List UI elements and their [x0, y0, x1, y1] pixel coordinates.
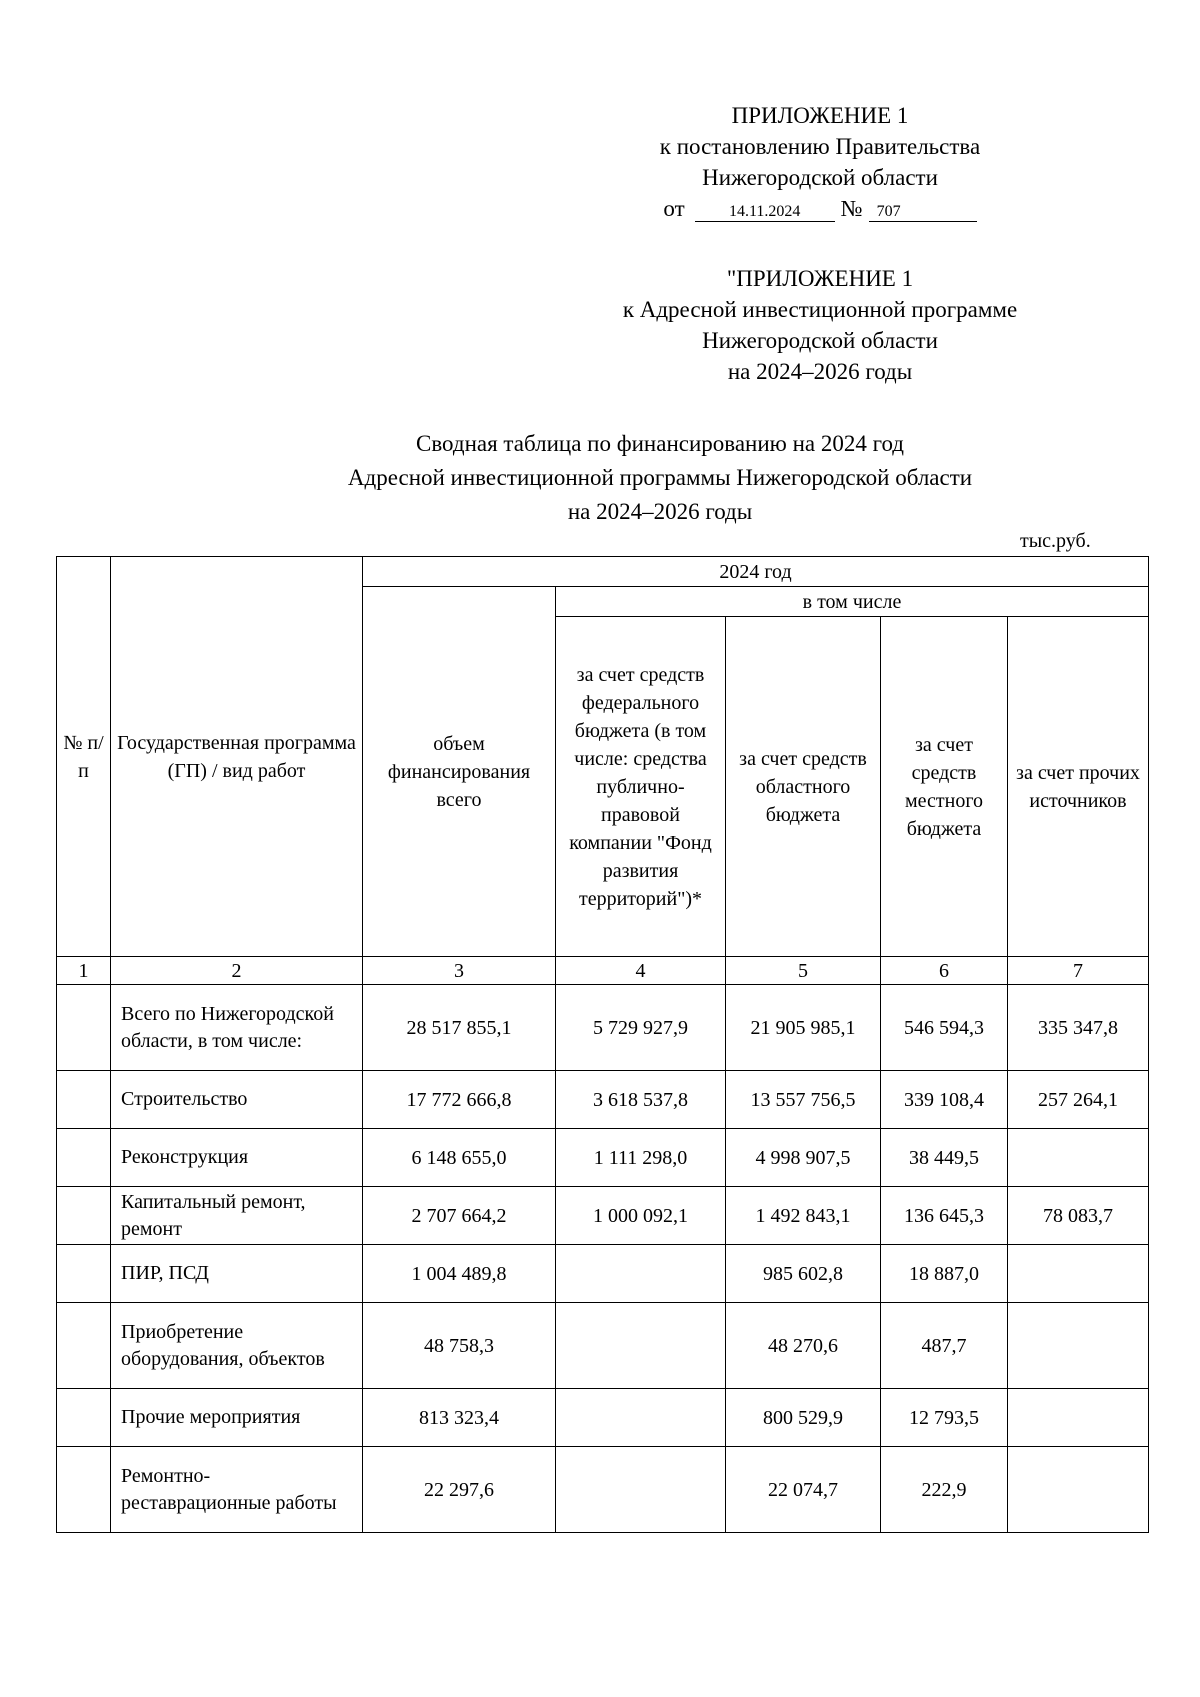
cell-regional: 4 998 907,5: [726, 1129, 881, 1187]
table-row: [57, 1187, 1149, 1245]
cell-federal: 1 000 092,1: [556, 1187, 726, 1245]
cell-name: Реконструкция: [111, 1129, 363, 1187]
cell-regional: 800 529,9: [726, 1389, 881, 1447]
column-number: 7: [1008, 957, 1149, 985]
cell-other: [1008, 1447, 1149, 1533]
cell-other: 335 347,8: [1008, 985, 1149, 1071]
table-row: [57, 1303, 1149, 1389]
financing-table: [56, 556, 1149, 1533]
table-row: [57, 1129, 1149, 1187]
table-title-line2: Адресной инвестиционной программы Нижегородской области: [347, 465, 973, 490]
table-row: [57, 1447, 1149, 1533]
column-number: 5: [726, 957, 881, 985]
header-program: Государственная программа (ГП) / вид работ: [111, 557, 363, 957]
number-sign: №: [840, 196, 863, 221]
cell-name: ПИР, ПСД: [111, 1245, 363, 1303]
cell-total: 813 323,4: [363, 1389, 556, 1447]
cell-no: [57, 1245, 111, 1303]
header-num: № п/п: [57, 557, 111, 957]
header-regional: за счет средств областного бюджета: [726, 617, 881, 957]
appendix-subtitle: к постановлению Правительства: [659, 134, 981, 159]
cell-total: 48 758,3: [363, 1303, 556, 1389]
program-appendix-line4: на 2024–2026 годы: [727, 359, 913, 384]
cell-name: Прочие мероприятия: [111, 1389, 363, 1447]
program-appendix-line3: Нижегородской области: [702, 328, 938, 353]
cell-no: [57, 1447, 111, 1533]
cell-no: [57, 1187, 111, 1245]
cell-other: [1008, 1245, 1149, 1303]
column-number: 2: [111, 957, 363, 985]
cell-federal: 1 111 298,0: [556, 1129, 726, 1187]
cell-name: Капитальный ремонт, ремонт: [111, 1187, 363, 1245]
from-label: от: [663, 196, 685, 221]
cell-regional: 48 270,6: [726, 1303, 881, 1389]
cell-local: 38 449,5: [881, 1129, 1008, 1187]
header-including: в том числе: [556, 587, 1149, 617]
header-other: за счет прочих источников: [1008, 617, 1149, 957]
cell-local: 12 793,5: [881, 1389, 1008, 1447]
cell-local: 487,7: [881, 1303, 1008, 1389]
cell-total: 28 517 855,1: [363, 985, 556, 1071]
appendix-title: ПРИЛОЖЕНИЕ 1: [731, 103, 909, 128]
cell-federal: [556, 1447, 726, 1533]
table-row: [57, 1245, 1149, 1303]
cell-other: [1008, 1389, 1149, 1447]
header-local: за счет средств местного бюджета: [881, 617, 1008, 957]
cell-regional: 22 074,7: [726, 1447, 881, 1533]
appendix-region: Нижегородской области: [702, 165, 938, 190]
cell-local: 339 108,4: [881, 1071, 1008, 1129]
table-row: [57, 1071, 1149, 1129]
header-federal: за счет средств федерального бюджета (в том числе: средства публично-правовой компании "Фонд развития территорий")*: [556, 617, 726, 957]
cell-no: [57, 1389, 111, 1447]
cell-regional: 985 602,8: [726, 1245, 881, 1303]
column-number: 3: [363, 957, 556, 985]
cell-name: Приобретение оборудования, объектов: [111, 1303, 363, 1389]
column-number-row: [57, 957, 1149, 985]
cell-regional: 13 557 756,5: [726, 1071, 881, 1129]
cell-no: [57, 1303, 111, 1389]
header-year: 2024 год: [363, 557, 1149, 587]
table-title: [0, 427, 1200, 529]
cell-no: [57, 985, 111, 1071]
cell-federal: 5 729 927,9: [556, 985, 726, 1071]
table-row: [57, 985, 1149, 1071]
cell-local: 136 645,3: [881, 1187, 1008, 1245]
column-number: 1: [57, 957, 111, 985]
cell-name: Строительство: [111, 1071, 363, 1129]
cell-federal: 3 618 537,8: [556, 1071, 726, 1129]
cell-other: 257 264,1: [1008, 1071, 1149, 1129]
cell-other: 78 083,7: [1008, 1187, 1149, 1245]
resolution-date-line: [540, 193, 1100, 224]
cell-name: Ремонтно-реставрационные работы: [111, 1447, 363, 1533]
table-row: [57, 1389, 1149, 1447]
cell-total: 22 297,6: [363, 1447, 556, 1533]
table-title-line1: Сводная таблица по финансированию на 2024 год: [416, 431, 904, 456]
column-number: 6: [881, 957, 1008, 985]
cell-regional: 1 492 843,1: [726, 1187, 881, 1245]
column-number: 4: [556, 957, 726, 985]
cell-local: 18 887,0: [881, 1245, 1008, 1303]
resolution-number: 707: [869, 203, 977, 222]
cell-name: Всего по Нижегородской области, в том числе:: [111, 985, 363, 1071]
cell-total: 1 004 489,8: [363, 1245, 556, 1303]
appendix-header-resolution: [540, 100, 1100, 224]
table-title-line3: на 2024–2026 годы: [567, 499, 753, 524]
cell-federal: [556, 1245, 726, 1303]
cell-total: 17 772 666,8: [363, 1071, 556, 1129]
appendix-header-program: [540, 263, 1100, 387]
cell-other: [1008, 1129, 1149, 1187]
program-appendix-line2: к Адресной инвестиционной программе: [622, 297, 1018, 322]
cell-total: 6 148 655,0: [363, 1129, 556, 1187]
header-total: объем финансирования всего: [363, 587, 556, 957]
units-label: тыс.руб.: [1020, 530, 1091, 552]
resolution-date: 14.11.2024: [695, 203, 835, 222]
cell-other: [1008, 1303, 1149, 1389]
cell-local: 222,9: [881, 1447, 1008, 1533]
cell-federal: [556, 1389, 726, 1447]
cell-total: 2 707 664,2: [363, 1187, 556, 1245]
program-appendix-title: "ПРИЛОЖЕНИЕ 1: [726, 266, 914, 291]
cell-local: 546 594,3: [881, 985, 1008, 1071]
cell-no: [57, 1129, 111, 1187]
cell-regional: 21 905 985,1: [726, 985, 881, 1071]
cell-federal: [556, 1303, 726, 1389]
cell-no: [57, 1071, 111, 1129]
